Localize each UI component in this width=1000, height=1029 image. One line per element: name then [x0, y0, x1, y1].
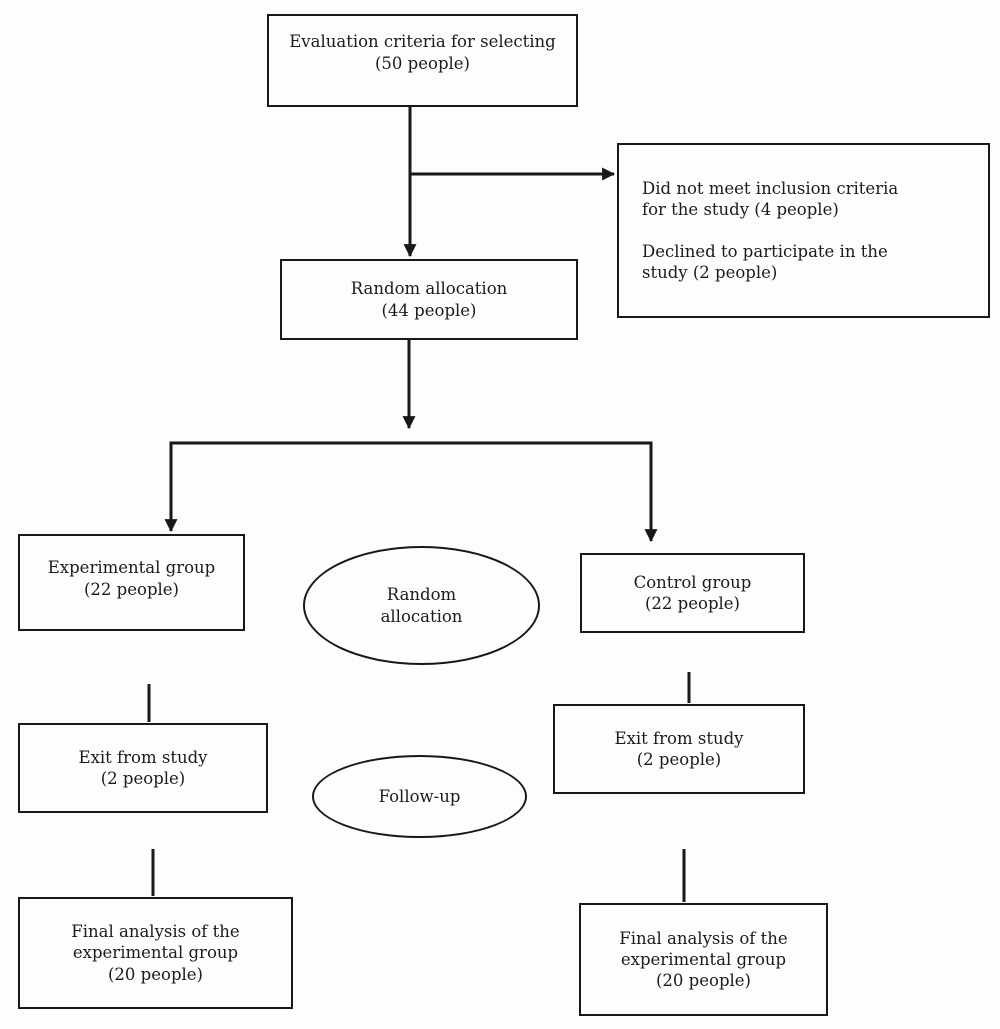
random-allocation-box [280, 259, 578, 340]
exclusion-reasons-box [617, 143, 990, 318]
exit-from-study-right-box [553, 704, 805, 794]
evaluation-criteria-text: Evaluation criteria for selecting [289, 32, 556, 52]
follow-up-text: Follow-up [378, 786, 461, 806]
control-group-text: Control group [633, 572, 752, 592]
exit-from-study-left-box [18, 723, 268, 813]
random-allocation-count: (44 people) [381, 300, 477, 320]
exit-right-count: (2 people) [636, 750, 722, 769]
random-ellipse-line1: Random [386, 585, 457, 605]
exclusion-item1-line1: Did not meet inclusion criteria [642, 179, 899, 199]
experimental-group-box [18, 534, 245, 631]
exclusion-item2-line2: study (2 people) [642, 262, 778, 282]
exclusion-item2-line1: Declined to participate in the [642, 241, 888, 261]
final-right-line1: Final analysis of the [619, 928, 788, 948]
exit-left-count: (2 people) [100, 769, 186, 788]
control-group-box [580, 553, 805, 633]
final-right-count: (20 people) [656, 971, 751, 991]
experimental-group-count: (22 people) [84, 579, 179, 599]
exit-left-text: Exit from study [78, 747, 208, 767]
final-left-line1: Final analysis of the [71, 922, 240, 942]
exclusion-item1-line2: for the study (4 people) [642, 200, 839, 220]
random-ellipse-line2: allocation [380, 606, 463, 626]
control-group-count: (22 people) [645, 594, 740, 613]
exit-right-text: Exit from study [614, 728, 744, 748]
final-analysis-right-box [579, 903, 828, 1016]
random-allocation-text: Random allocation [350, 279, 508, 299]
experimental-group-text: Experimental group [47, 558, 216, 578]
follow-up-ellipse [312, 755, 527, 838]
random-allocation-ellipse [303, 546, 540, 665]
final-left-count: (20 people) [108, 964, 203, 984]
final-left-line2: experimental group [72, 943, 239, 963]
final-right-line2: experimental group [620, 949, 787, 969]
evaluation-criteria-box [267, 14, 578, 107]
evaluation-criteria-count: (50 people) [375, 53, 470, 73]
final-analysis-left-box [18, 897, 293, 1009]
